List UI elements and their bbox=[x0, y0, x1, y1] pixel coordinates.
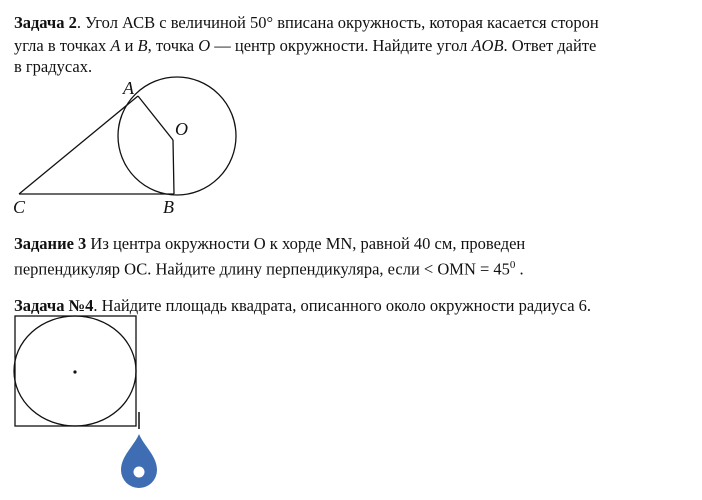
circle-center-dot bbox=[73, 370, 76, 373]
task3-line2-end: . bbox=[515, 259, 524, 279]
task3-line1 bbox=[14, 233, 525, 254]
task4-line1-text: . Найдите площадь квадрата, описанного около окружности радиуса 6. bbox=[93, 296, 592, 315]
task2-line3: в градусах. bbox=[14, 57, 93, 76]
task2-point-a: A bbox=[110, 36, 121, 55]
task3-line2-text: перпендикуляр ОС. Найдите длину перпендикуляра, если < OMN = 45 bbox=[14, 259, 510, 279]
task2-angle-aob: AOB bbox=[471, 36, 504, 55]
task2-line2-text-d: . Ответ дайте bbox=[503, 36, 597, 55]
radius-ob bbox=[173, 140, 174, 194]
task2-point-o: O bbox=[198, 36, 211, 55]
label-a: A bbox=[123, 78, 134, 98]
task4-heading: Задача №4 bbox=[14, 296, 94, 315]
task2-point-b: B bbox=[137, 36, 148, 55]
label-b: B bbox=[163, 197, 174, 217]
task2-line2-and: и bbox=[120, 36, 138, 55]
tangent-line-ca bbox=[19, 96, 138, 194]
task3-heading: Задание 3 bbox=[14, 234, 87, 253]
task2-line2-text-c: — центр окружности. Найдите угол bbox=[210, 36, 472, 55]
task3-line2 bbox=[14, 255, 524, 280]
task2-line2-text-b: , точка bbox=[147, 36, 199, 55]
task2-line1-text: . Угол АСВ с величиной 50° вписана окружность, которая касается сторон bbox=[76, 13, 599, 32]
task2-line2-text-a: угла в точках bbox=[14, 36, 111, 55]
task4-line1 bbox=[14, 295, 591, 316]
location-pin-icon[interactable] bbox=[121, 434, 157, 488]
task2-heading: Задача 2 bbox=[14, 13, 77, 32]
label-c: C bbox=[13, 197, 26, 217]
task3-line1-text: Из центра окружности О к хорде MN, равной 40 см, проведен bbox=[86, 234, 526, 253]
label-o: O bbox=[175, 119, 188, 139]
task3-degree-sup: 0 bbox=[509, 259, 516, 271]
radius-oa bbox=[138, 96, 173, 140]
